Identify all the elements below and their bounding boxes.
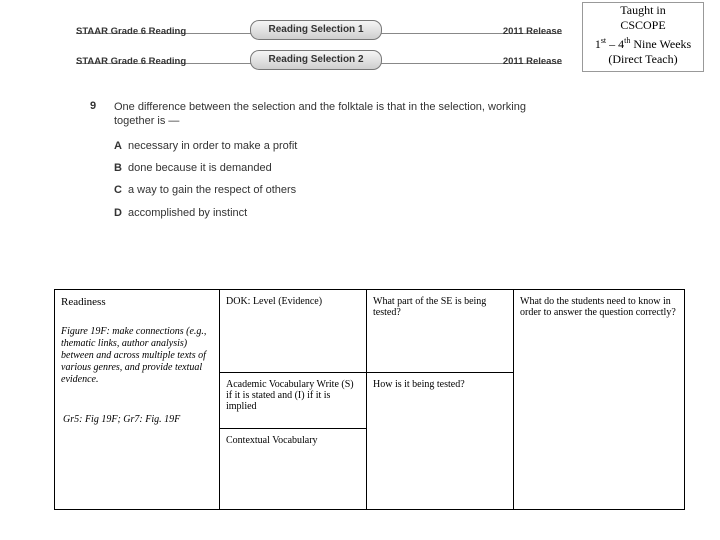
dok-label: DOK: Level (Evidence) — [226, 296, 323, 307]
academic-vocab-cell — [220, 373, 367, 429]
contextual-vocab-label: Contextual Vocabulary — [226, 435, 318, 446]
students-need-cell — [514, 290, 685, 510]
option-text: necessary in order to make a profit — [128, 140, 298, 152]
header-grade-label: STAAR Grade 6 Reading — [76, 26, 187, 37]
header-release-label: 2011 Release — [502, 26, 562, 37]
header-release-label: 2011 Release — [502, 56, 562, 67]
question-stem: One difference between the selection and the folktale is that in the selection, working together is — — [114, 101, 526, 127]
option-letter: C — [114, 184, 122, 196]
header-selection-1 — [76, 26, 562, 42]
contextual-vocab-cell — [220, 429, 367, 510]
taught-in-box — [582, 2, 704, 72]
taught-line-2: CSCOPE — [620, 18, 666, 32]
how-tested-label: How is it being tested? — [373, 379, 465, 390]
what-part-label: What part of the SE is being tested? — [373, 296, 487, 318]
grade-alignment: Gr5: Fig 19F; Gr7: Fig. 19F — [63, 414, 181, 425]
readiness-cell — [55, 290, 220, 510]
analysis-table — [54, 289, 685, 510]
taught-line-4: (Direct Teach) — [608, 52, 678, 66]
taught-line-1: Taught in — [620, 3, 666, 17]
what-part-cell — [367, 290, 514, 373]
how-tested-cell — [367, 373, 514, 510]
academic-vocab-label: Academic Vocabulary Write (S) if it is stated and (I) if it is implied — [226, 379, 354, 412]
header-grade-label: STAAR Grade 6 Reading — [76, 56, 187, 67]
option-letter: A — [114, 140, 122, 152]
figure-standard: Figure 19F: make connections (e.g., thematic links, author analysis) between and across multiple texts of various genres, and provide textual evidence. — [61, 326, 207, 385]
reading-selection-pill: Reading Selection 1 — [250, 20, 382, 40]
option-text: a way to gain the respect of others — [128, 184, 297, 196]
option-letter: B — [114, 162, 122, 174]
students-need-label: What do the students need to know in order to answer the question correctly? — [520, 296, 676, 318]
taught-line-3: 1st – 4th Nine Weeks — [594, 36, 692, 51]
option-letter: D — [114, 207, 122, 219]
header-selection-2 — [76, 56, 562, 72]
option-text: accomplished by instinct — [128, 207, 248, 219]
reading-selection-pill: Reading Selection 2 — [250, 50, 382, 70]
readiness-label: Readiness — [61, 296, 106, 308]
option-text: done because it is demanded — [128, 162, 272, 174]
question-number: 9 — [90, 100, 97, 112]
dok-cell — [220, 290, 367, 373]
